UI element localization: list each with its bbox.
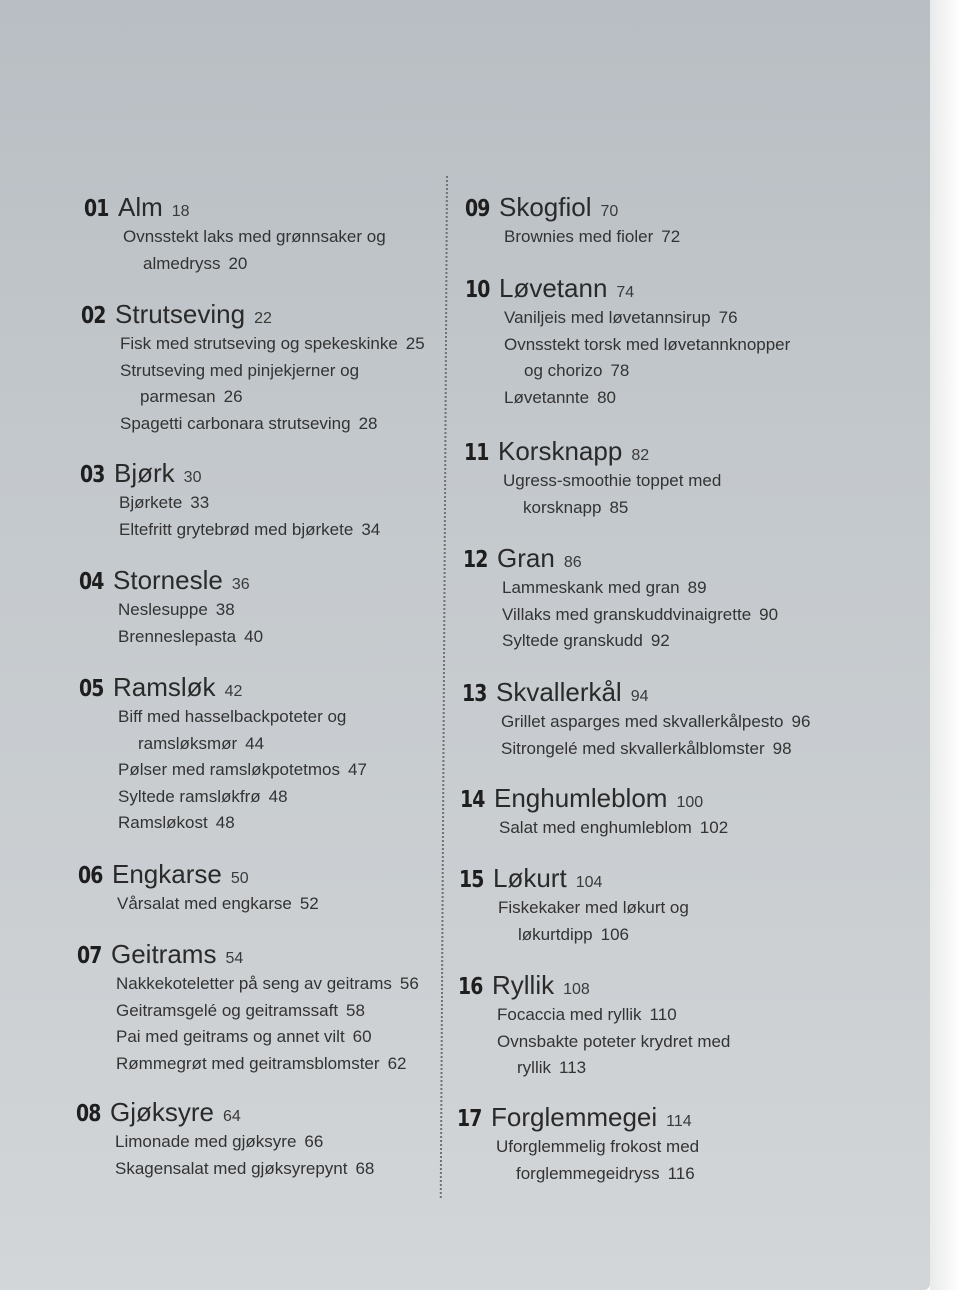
recipe-page-number: 66 (304, 1132, 324, 1151)
recipe-title-line: Ovnsstekt laks med grønnsaker og (123, 227, 386, 246)
recipe-title-line: og chorizo (524, 361, 603, 381)
chapter-page-number: 18 (171, 203, 190, 220)
recipe-page-number: 78 (610, 361, 630, 381)
chapter-heading (462, 677, 810, 709)
recipe-entry (116, 1051, 419, 1078)
chapter-title: Ryllik (492, 970, 555, 1000)
recipe-entry (118, 757, 367, 784)
chapter-page-number: 64 (223, 1108, 241, 1125)
recipe-page-number: 98 (772, 738, 792, 758)
recipe-entry (115, 1129, 374, 1156)
recipe-page-number: 116 (667, 1163, 695, 1183)
chapter-heading (80, 458, 380, 490)
recipe-entry (501, 736, 810, 763)
chapter-title: Løkurt (493, 863, 567, 893)
chapter-entry (465, 273, 790, 411)
recipe-page-number: 25 (405, 334, 425, 353)
recipe-entry (118, 597, 263, 624)
recipe-entry (496, 1134, 699, 1187)
chapter-title: Enghumleblom (494, 783, 668, 813)
recipe-title-line: Løvetannte (504, 387, 590, 407)
chapter-page-number: 42 (224, 683, 243, 700)
recipe-entry (504, 224, 680, 251)
recipe-title-line: Grillet asparges med skvallerkålpesto (501, 712, 784, 731)
recipe-title-line: Pølser med ramsløkpotetmos (118, 760, 340, 780)
recipe-continuation (513, 495, 721, 522)
recipe-page-number: 58 (346, 1000, 365, 1020)
recipe-page-number: 34 (361, 519, 381, 539)
chapter-number: 06 (78, 863, 103, 889)
recipe-title-line: Pai med geitrams og annet vilt (116, 1027, 345, 1047)
chapter-number: 17 (457, 1106, 482, 1132)
chapter-title: Skogfiol (499, 192, 592, 222)
recipe-title-line: Focaccia med ryllik (497, 1005, 642, 1024)
chapter-number: 08 (76, 1101, 101, 1127)
recipe-title-line: løkurtdipp (518, 924, 593, 944)
recipe-entry (502, 575, 778, 602)
recipe-title-line: forglemmegeidryss (516, 1163, 660, 1183)
chapter-entry (463, 543, 778, 655)
recipe-title-line: Brownies med fioler (504, 227, 654, 246)
recipe-entry (502, 602, 778, 629)
recipe-title-line: Vaniljeis med løvetannsirup (504, 308, 711, 327)
recipe-page-number: 48 (215, 813, 235, 833)
recipe-page-number: 26 (223, 387, 243, 407)
recipe-page-number: 76 (718, 308, 738, 327)
recipe-title-line: Ramsløkost (118, 813, 208, 833)
chapter-page-number: 100 (676, 794, 704, 811)
recipe-entry (120, 358, 425, 411)
chapter-page-number: 114 (666, 1113, 692, 1130)
chapter-number: 10 (465, 277, 490, 303)
recipe-entry (115, 1156, 374, 1183)
recipe-page-number: 113 (559, 1058, 587, 1078)
chapter-heading (458, 970, 730, 1002)
recipe-entry (123, 224, 386, 277)
chapter-title: Gran (497, 543, 555, 573)
recipe-title-line: Syltede granskudd (502, 631, 643, 651)
page-bottom-margin (0, 1290, 960, 1310)
recipe-title-line: Nakkekoteletter på seng av geitrams (116, 974, 392, 993)
recipe-title-line: Skagensalat med gjøksyrepynt (115, 1158, 348, 1178)
chapter-heading (465, 273, 790, 305)
chapter-title: Stornesle (113, 565, 223, 595)
recipe-entry (501, 709, 810, 736)
recipe-entry (120, 411, 425, 438)
chapter-entry (79, 672, 367, 837)
chapter-page-number: 70 (600, 203, 619, 220)
recipe-title-line: Biff med hasselbackpoteter og (118, 707, 347, 726)
chapter-heading (465, 192, 680, 224)
recipe-page-number: 38 (215, 600, 235, 619)
chapter-number: 11 (464, 440, 489, 466)
chapter-page-number: 36 (231, 576, 250, 593)
recipe-page-number: 80 (597, 387, 616, 407)
chapter-number: 04 (79, 569, 104, 595)
chapter-heading (76, 1097, 374, 1129)
chapter-entry (76, 1097, 374, 1182)
recipe-entry (119, 517, 380, 544)
chapter-heading (77, 939, 419, 971)
chapter-number: 16 (458, 974, 483, 1000)
chapter-page-number: 104 (575, 874, 603, 891)
recipe-continuation (133, 251, 386, 278)
recipe-entry (118, 810, 367, 837)
chapter-number: 07 (77, 943, 102, 969)
recipe-page-number: 96 (791, 712, 811, 731)
chapter-title: Bjørk (114, 458, 175, 488)
chapter-title: Engkarse (112, 859, 222, 889)
chapter-number: 09 (465, 196, 490, 222)
recipe-title-line: Strutseving med pinjekjerner og (120, 360, 360, 380)
recipe-title-line: Limonade med gjøksyre (115, 1132, 297, 1151)
recipe-entry (498, 895, 689, 948)
recipe-page-number: 44 (245, 733, 265, 753)
chapter-heading (459, 863, 689, 895)
recipe-continuation (128, 731, 367, 758)
recipe-title-line: parmesan (140, 387, 216, 407)
recipe-title-line: Villaks med granskuddvinaigrette (502, 604, 752, 624)
recipe-entry (504, 332, 790, 385)
chapter-entry (459, 863, 689, 948)
recipe-title-line: Neslesuppe (118, 600, 208, 619)
recipe-title-line: Brenneslepasta (118, 626, 237, 646)
chapter-title: Forglemmegei (491, 1102, 658, 1132)
recipe-page-number: 28 (358, 413, 378, 433)
chapter-page-number: 108 (563, 981, 590, 998)
recipe-entry (504, 305, 790, 332)
recipe-page-number: 102 (699, 818, 729, 837)
chapter-page-number: 30 (183, 469, 202, 486)
recipe-title-line: Uforglemmelig frokost med (496, 1137, 700, 1156)
chapter-heading (79, 672, 367, 704)
chapter-number: 13 (462, 681, 487, 707)
recipe-page-number: 52 (299, 894, 319, 913)
recipe-title-line: Ugress-smoothie toppet med (503, 471, 722, 490)
chapter-page-number: 74 (616, 284, 635, 301)
chapter-number: 12 (463, 547, 488, 573)
chapter-entry (77, 939, 419, 1077)
chapter-title: Korsknapp (498, 436, 623, 466)
recipe-page-number: 60 (352, 1027, 372, 1047)
chapter-title: Strutseving (115, 299, 246, 329)
recipe-entry (503, 468, 721, 521)
chapter-heading (457, 1102, 699, 1134)
chapter-title: Geitrams (111, 939, 217, 969)
chapter-page-number: 82 (631, 447, 650, 464)
recipe-page-number: 89 (687, 578, 707, 597)
chapter-entry (81, 299, 425, 437)
chapter-entry (464, 436, 721, 521)
chapter-page-number: 86 (563, 554, 582, 571)
recipe-page-number: 92 (650, 631, 670, 651)
recipe-title-line: Fiskekaker med løkurt og (498, 898, 689, 917)
recipe-page-number: 48 (268, 786, 288, 806)
recipe-title-line: Lammeskank med gran (502, 578, 680, 597)
recipe-continuation (506, 1161, 699, 1188)
recipe-title-line: Bjørkete (119, 493, 183, 512)
recipe-entry (116, 1024, 419, 1051)
recipe-entry (497, 1002, 730, 1029)
recipe-entry (499, 815, 728, 842)
chapter-page-number: 50 (230, 870, 249, 887)
chapter-title: Løvetann (499, 273, 608, 303)
recipe-page-number: 33 (190, 493, 210, 512)
chapter-entry (458, 970, 730, 1082)
recipe-continuation (508, 922, 689, 949)
chapter-heading (78, 859, 319, 891)
chapter-number: 01 (84, 196, 109, 222)
recipe-entry (116, 998, 419, 1025)
recipe-page-number: 56 (399, 974, 419, 993)
chapter-heading (464, 436, 721, 468)
recipe-title-line: korsknapp (523, 497, 602, 517)
chapter-entry (80, 458, 380, 543)
chapter-title: Alm (118, 192, 163, 222)
chapter-title: Gjøksyre (110, 1097, 214, 1127)
recipe-page-number: 47 (348, 760, 367, 780)
recipe-page-number: 106 (600, 924, 630, 944)
recipe-title-line: Fisk med strutseving og spekeskinke (120, 334, 398, 353)
recipe-entry (120, 331, 425, 358)
chapter-heading (79, 565, 263, 597)
recipe-page-number: 90 (759, 604, 779, 624)
recipe-page-number: 72 (661, 227, 681, 246)
recipe-title-line: Eltefritt grytebrød med bjørkete (119, 519, 354, 539)
recipe-title-line: Sitrongelé med skvallerkålblomster (501, 738, 765, 758)
recipe-title-line: ryllik (517, 1058, 551, 1078)
recipe-entry (118, 624, 263, 651)
recipe-page-number: 110 (649, 1005, 677, 1024)
chapter-title: Ramsløk (113, 672, 216, 702)
chapter-number: 14 (460, 787, 485, 813)
recipe-page-number: 68 (355, 1158, 375, 1178)
chapter-number: 03 (80, 462, 105, 488)
recipe-page-number: 20 (228, 253, 248, 273)
recipe-entry (117, 891, 319, 918)
recipe-entry (504, 385, 790, 412)
chapter-heading (460, 783, 728, 815)
chapter-number: 02 (81, 303, 106, 329)
recipe-entry (502, 628, 778, 655)
recipe-title-line: Rømmegrøt med geitramsblomster (116, 1053, 380, 1073)
page-edge (930, 0, 960, 1290)
recipe-title-line: Ovnsstekt torsk med løvetannknopper (504, 334, 791, 354)
chapter-page-number: 54 (225, 950, 244, 967)
recipe-continuation (130, 384, 425, 411)
recipe-title-line: Spagetti carbonara strutseving (120, 413, 351, 433)
recipe-page-number: 62 (387, 1053, 407, 1073)
recipe-page-number: 40 (244, 626, 264, 646)
chapter-number: 05 (79, 676, 104, 702)
recipe-continuation (514, 358, 790, 385)
chapter-entry (457, 1102, 699, 1187)
chapter-entry (465, 192, 680, 251)
chapter-title: Skvallerkål (496, 677, 622, 707)
recipe-title-line: Syltede ramsløkfrø (118, 786, 261, 806)
chapter-heading (463, 543, 778, 575)
chapter-entry (460, 783, 728, 842)
recipe-entry (116, 971, 419, 998)
recipe-entry (118, 704, 367, 757)
recipe-title-line: almedryss (143, 253, 221, 273)
chapter-heading (81, 299, 425, 331)
recipe-entry (497, 1029, 730, 1082)
chapter-page-number: 22 (254, 310, 272, 327)
recipe-title-line: Geitramsgelé og geitramssaft (116, 1000, 339, 1020)
recipe-title-line: Ovnsbakte poteter krydret med (497, 1031, 731, 1051)
chapter-heading (84, 192, 386, 224)
chapter-entry (78, 859, 319, 918)
chapter-entry (462, 677, 810, 762)
recipe-title-line: Vårsalat med engkarse (117, 894, 292, 913)
chapter-entry (84, 192, 386, 277)
recipe-title-line: Salat med enghumleblom (499, 818, 692, 837)
recipe-page-number: 85 (609, 497, 629, 517)
chapter-page-number: 94 (630, 688, 649, 705)
chapter-entry (79, 565, 263, 650)
recipe-entry (119, 490, 380, 517)
recipe-title-line: ramsløksmør (138, 733, 238, 753)
recipe-entry (118, 784, 367, 811)
chapter-number: 15 (459, 867, 484, 893)
recipe-continuation (507, 1055, 730, 1082)
